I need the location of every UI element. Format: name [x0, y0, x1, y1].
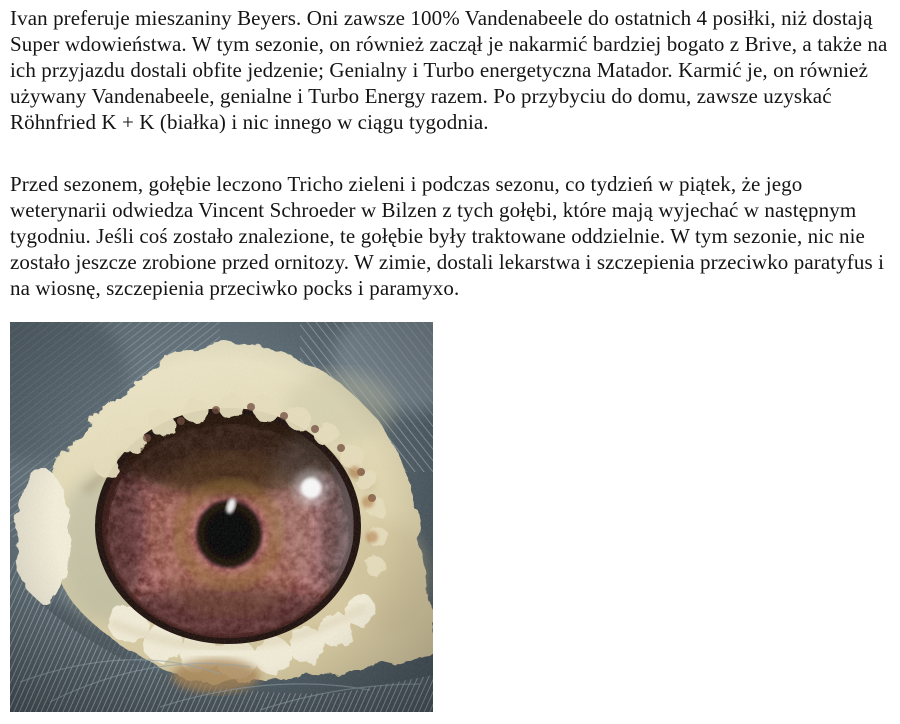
paragraph-feeding: Ivan preferuje mieszaniny Beyers. Oni zawsze 100% Vandenabeele do ostatnich 4 posiłki, niż dostają Super wdowieństwa. W tym sezonie, on również zaczął je nakarmić bardziej bogato z Brive, a także na ich przyjazdu dostali obfite jedzenie; Genialny i Turbo energetyczna Matador. Karmić je, on również używany Vandenabeele, genialne i Turbo Energy razem. Po przybyciu do domu, zawsze uzyskać Röhnfried K + K (białka) i nic innego w ciągu tygodnia. — [10, 6, 888, 134]
paragraph-health: Przed sezonem, gołębie leczono Tricho zieleni i podczas sezonu, co tydzień w piątek, że jego weterynarii odwiedza Vincent Schroeder w Bilzen z tych gołębi, które mają wyjechać w następnym tygodniu. Jeśli coś zostało znalezione, te gołębie były traktowane oddzielnie. W tym sezonie, nic nie zostało jeszcze zrobione przed ornitozy. W zimie, dostali lekarstwa i szczepienia przeciwko paratyfus i na wiosnę, szczepienia przeciwko pocks i paramyxo. — [10, 172, 885, 300]
pigeon-eye-photo — [10, 322, 433, 712]
pigeon-eye-illustration — [10, 322, 433, 712]
photo-vignette — [10, 322, 433, 712]
